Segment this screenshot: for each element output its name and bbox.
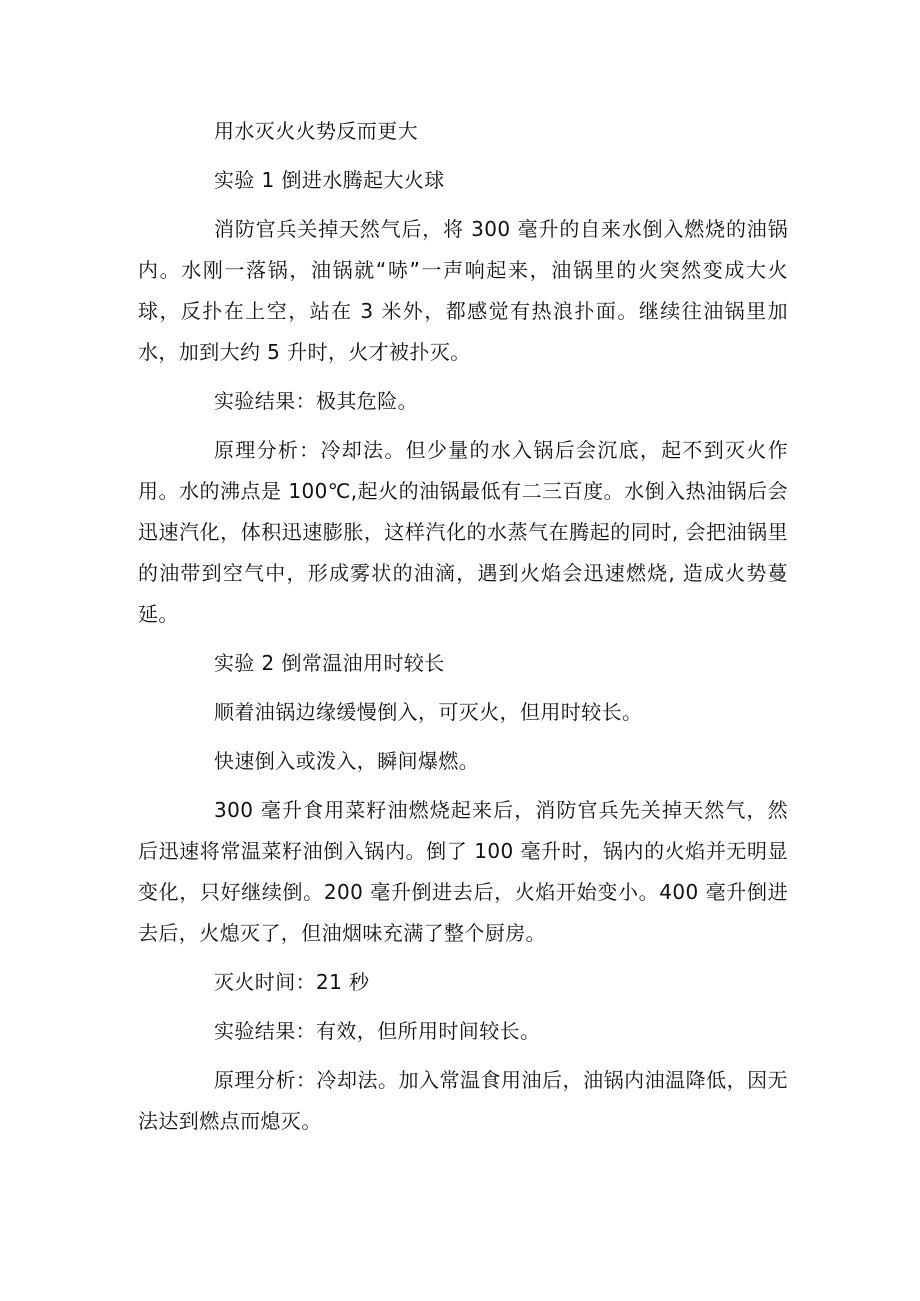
experiment-1-heading: 实验 1 倒进水腾起大火球 (214, 168, 445, 192)
experiment-2-description: 300 毫升食用菜籽油燃烧起来后，消防官兵先关掉天然气，然后迅速将常温菜籽油倒入锅内。倒了 100 毫升时，锅内的火焰并无明显变化，只好继续倒。200 毫升倒进去后，火焰开始变小。400 毫升倒进去后，火熄灭了，但油烟味充满了整个厨房。 (138, 798, 788, 945)
document-body (138, 111, 788, 1150)
experiment-2-heading: 实验 2 倒常温油用时较长 (214, 651, 445, 675)
experiment-2-analysis: 原理分析：冷却法。加入常温食用油后，油锅内油温降低，因无法达到燃点而熄灭。 (138, 1068, 788, 1133)
experiment-2-result: 实验结果：有效，但所用时间较长。 (214, 1019, 541, 1043)
experiment-2-fast-pour: 快速倒入或泼入，瞬间爆燃。 (214, 749, 480, 773)
experiment-2-slow-pour: 顺着油锅边缘缓慢倒入，可灭火，但用时较长。 (214, 700, 643, 724)
experiment-1-description: 消防官兵关掉天然气后，将 300 毫升的自来水倒入燃烧的油锅内。水刚一落锅，油锅就“哧”一声响起来，油锅里的火突然变成大火球，反扑在上空，站在 3 米外，都感觉有热浪扑面。继续往油锅里加水，加到大约 5 升时，火才被扑灭。 (138, 217, 788, 364)
experiment-2-time: 灭火时间：21 秒 (214, 970, 370, 994)
experiment-1-analysis: 原理分析：冷却法。但少量的水入锅后会沉底，起不到灭火作用。水的沸点是 100℃,起火的油锅最低有二三百度。水倒入热油锅后会迅速汽化，体积迅速膨胀，这样汽化的水蒸气在腾起的同时, 会把油锅里的油带到空气中，形成雾状的油滴，遇到火焰会迅速燃烧, 造成火势蔓延。 (138, 438, 788, 626)
experiment-1-result: 实验结果：极其危险。 (214, 389, 418, 413)
heading-title: 用水灭火火势反而更大 (214, 119, 418, 143)
